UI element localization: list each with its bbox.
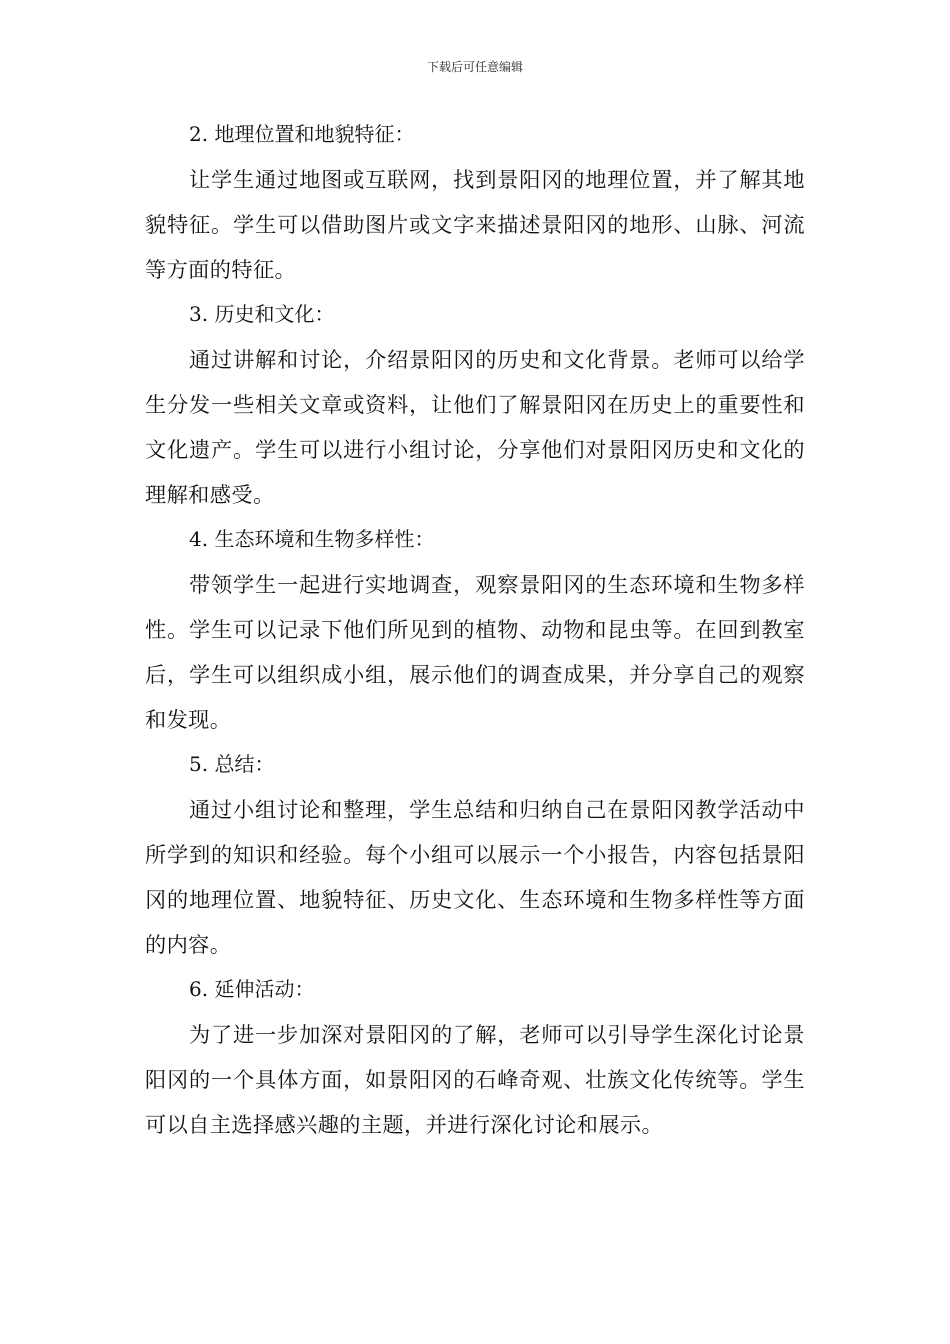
section-paragraph: 带领学生一起进行实地调查，观察景阳冈的生态环境和生物多样性。学生可以记录下他们所见到的植物、动物和昆虫等。在回到教室后，学生可以组织成小组，展示他们的调查成果，并分享自己的观察和发现。 (145, 572, 805, 732)
section-heading: 4. 生态环境和生物多样性： (189, 527, 435, 551)
section-paragraph: 让学生通过地图或互联网，找到景阳冈的地理位置，并了解其地貌特征。学生可以借助图片或文字来描述景阳冈的地形、山脉、河流等方面的特征。 (145, 167, 805, 282)
page-header: 下载后可任意编辑 (426, 60, 523, 74)
section-heading: 5. 总结： (189, 752, 275, 776)
section-paragraph: 为了进一步加深对景阳冈的了解，老师可以引导学生深化讨论景阳冈的一个具体方面，如景阳冈的石峰奇观、壮族文化传统等。学生可以自主选择感兴趣的主题，并进行深化讨论和展示。 (145, 1022, 805, 1137)
section-geography (145, 112, 805, 292)
section-heading: 6. 延伸活动： (189, 977, 315, 1001)
section-ecology (145, 517, 805, 742)
section-extension (145, 967, 805, 1147)
section-history-culture (145, 292, 805, 517)
section-summary (145, 742, 805, 967)
section-paragraph: 通过讲解和讨论，介绍景阳冈的历史和文化背景。老师可以给学生分发一些相关文章或资料，让他们了解景阳冈在历史上的重要性和文化遗产。学生可以进行小组讨论，分享他们对景阳冈历史和文化的理解和感受。 (145, 347, 805, 507)
section-heading: 2. 地理位置和地貌特征： (189, 122, 415, 146)
document-body (145, 112, 805, 1147)
section-heading: 3. 历史和文化： (189, 302, 335, 326)
section-paragraph: 通过小组讨论和整理，学生总结和归纳自己在景阳冈教学活动中所学到的知识和经验。每个小组可以展示一个小报告，内容包括景阳冈的地理位置、地貌特征、历史文化、生态环境和生物多样性等方面的内容。 (145, 797, 805, 957)
